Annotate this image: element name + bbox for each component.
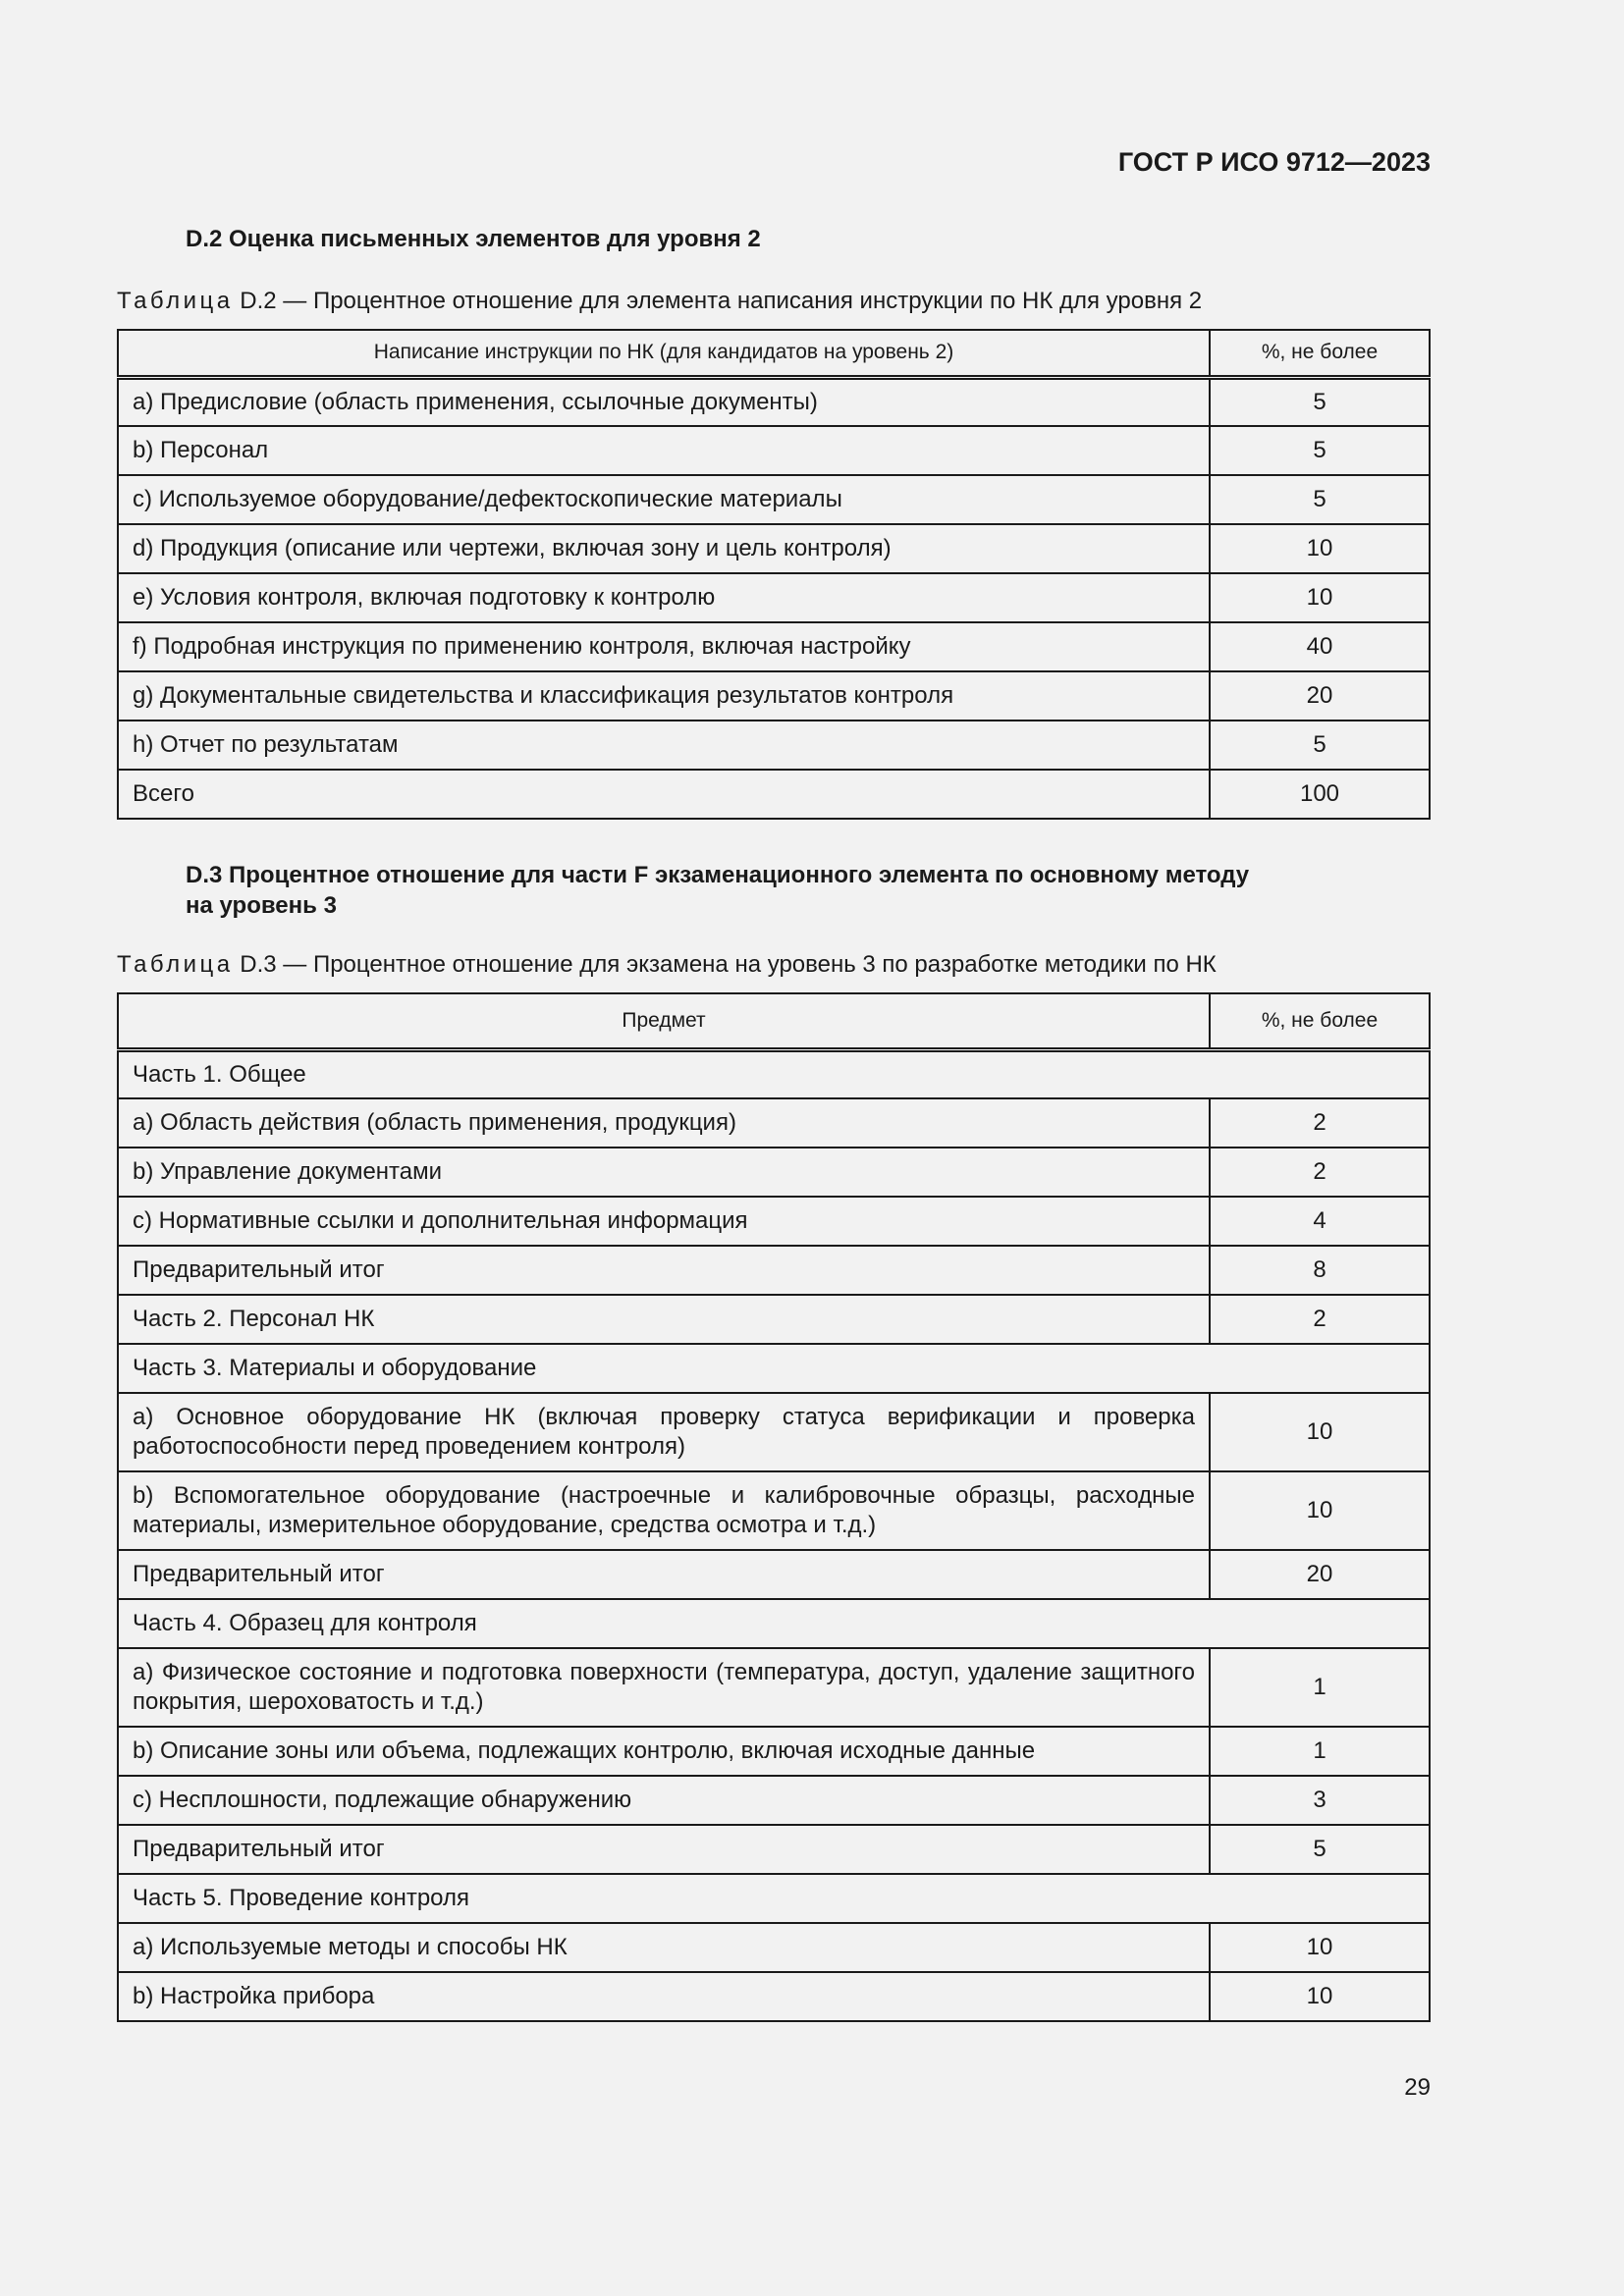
table-d3-caption	[117, 950, 1217, 980]
section-d3-title-line1: D.3 Процентное отношение для части F экзаменационного элемента по основному методу	[186, 862, 1250, 888]
row-percent: 10	[1210, 1471, 1430, 1550]
table-row	[118, 770, 1430, 819]
table-d2-prefix: Таблица	[117, 288, 234, 314]
table-row	[118, 671, 1430, 721]
row-subject: c) Несплошности, подлежащие обнаружению	[118, 1776, 1210, 1825]
row-subject: Часть 5. Проведение контроля	[118, 1874, 1430, 1923]
row-percent: 3	[1210, 1776, 1430, 1825]
table-d2-body	[118, 377, 1430, 819]
row-percent: 40	[1210, 622, 1430, 671]
table-d3	[117, 992, 1431, 2022]
table-row	[118, 1471, 1430, 1550]
table-row	[118, 1972, 1430, 2021]
row-percent: 2	[1210, 1295, 1430, 1344]
row-percent: 10	[1210, 1972, 1430, 2021]
table-d2-header-subject: Написание инструкции по НК (для кандидатов на уровень 2)	[118, 330, 1210, 377]
table-row	[118, 622, 1430, 671]
row-subject: c) Нормативные ссылки и дополнительная информация	[118, 1197, 1210, 1246]
table-row	[118, 1393, 1430, 1471]
row-subject: Часть 3. Материалы и оборудование	[118, 1344, 1430, 1393]
row-subject: Предварительный итог	[118, 1550, 1210, 1599]
row-subject: a) Физическое состояние и подготовка поверхности (температура, доступ, удаление защитного покрытия, шероховатость и т.д.)	[118, 1648, 1210, 1727]
row-subject: Всего	[118, 770, 1210, 819]
row-subject: c) Используемое оборудование/дефектоскопические материалы	[118, 475, 1210, 524]
table-d2-header-percent: %, не более	[1210, 330, 1430, 377]
row-percent: 20	[1210, 671, 1430, 721]
table-row	[118, 377, 1430, 426]
table-d3-caption-text: D.3 — Процентное отношение для экзамена на уровень 3 по разработке методики по НК	[233, 951, 1217, 978]
table-row	[118, 1098, 1430, 1148]
table-row	[118, 426, 1430, 475]
row-percent: 8	[1210, 1246, 1430, 1295]
row-subject: b) Управление документами	[118, 1148, 1210, 1197]
row-percent: 1	[1210, 1727, 1430, 1776]
row-subject: h) Отчет по результатам	[118, 721, 1210, 770]
table-row	[118, 1197, 1430, 1246]
row-percent: 20	[1210, 1550, 1430, 1599]
row-percent: 4	[1210, 1197, 1430, 1246]
row-percent: 5	[1210, 475, 1430, 524]
table-row	[118, 1295, 1430, 1344]
standard-code: ГОСТ Р ИСО 9712—2023	[1117, 147, 1431, 177]
table-d2-caption-text: D.2 — Процентное отношение для элемента написания инструкции по НК для уровня 2	[233, 288, 1203, 314]
page-number: 29	[1404, 2074, 1431, 2101]
row-percent: 2	[1210, 1148, 1430, 1197]
row-percent: 100	[1210, 770, 1430, 819]
row-subject: Предварительный итог	[118, 1246, 1210, 1295]
row-subject: Часть 4. Образец для контроля	[118, 1599, 1430, 1648]
section-d3-title	[186, 860, 1364, 921]
table-row	[118, 475, 1430, 524]
row-percent: 5	[1210, 426, 1430, 475]
table-d2	[117, 329, 1431, 820]
table-row	[118, 573, 1430, 622]
row-subject: a) Область действия (область применения, продукция)	[118, 1098, 1210, 1148]
row-subject: d) Продукция (описание или чертежи, включая зону и цель контроля)	[118, 524, 1210, 573]
row-percent: 10	[1210, 573, 1430, 622]
row-percent: 5	[1210, 377, 1430, 426]
table-d3-header-subject: Предмет	[118, 993, 1210, 1049]
table-d3-header-row	[118, 993, 1430, 1049]
row-subject: Часть 2. Персонал НК	[118, 1295, 1210, 1344]
row-subject: Часть 1. Общее	[118, 1049, 1430, 1098]
row-percent: 2	[1210, 1098, 1430, 1148]
row-subject: b) Описание зоны или объема, подлежащих контролю, включая исходные данные	[118, 1727, 1210, 1776]
row-percent: 5	[1210, 1825, 1430, 1874]
row-subject: a) Основное оборудование НК (включая проверку статуса верификации и проверка работоспособности перед проведением контроля)	[118, 1393, 1210, 1471]
table-row	[118, 524, 1430, 573]
row-subject: b) Персонал	[118, 426, 1210, 475]
row-subject: a) Используемые методы и способы НК	[118, 1923, 1210, 1972]
row-subject: e) Условия контроля, включая подготовку к контролю	[118, 573, 1210, 622]
table-section-row	[118, 1874, 1430, 1923]
table-section-row	[118, 1599, 1430, 1648]
table-d3-header-percent: %, не более	[1210, 993, 1430, 1049]
table-d3-prefix: Таблица	[117, 951, 234, 978]
row-subject: Предварительный итог	[118, 1825, 1210, 1874]
table-row	[118, 1776, 1430, 1825]
row-percent: 5	[1210, 721, 1430, 770]
row-subject: g) Документальные свидетельства и классификация результатов контроля	[118, 671, 1210, 721]
table-d2-header-row	[118, 330, 1430, 377]
table-row	[118, 1550, 1430, 1599]
row-subject: b) Вспомогательное оборудование (настроечные и калибровочные образцы, расходные материалы, измерительное оборудование, средства осмотра и т.д.)	[118, 1471, 1210, 1550]
table-row	[118, 721, 1430, 770]
table-row	[118, 1148, 1430, 1197]
section-d3-title-line2: на уровень 3	[186, 892, 337, 919]
table-section-row	[118, 1049, 1430, 1098]
row-percent: 10	[1210, 1923, 1430, 1972]
row-percent: 1	[1210, 1648, 1430, 1727]
table-section-row	[118, 1344, 1430, 1393]
row-subject: a) Предисловие (область применения, ссылочные документы)	[118, 377, 1210, 426]
table-d2-caption	[117, 287, 1202, 316]
row-subject: f) Подробная инструкция по применению контроля, включая настройку	[118, 622, 1210, 671]
table-row	[118, 1923, 1430, 1972]
row-percent: 10	[1210, 1393, 1430, 1471]
table-row	[118, 1648, 1430, 1727]
table-row	[118, 1727, 1430, 1776]
table-row	[118, 1246, 1430, 1295]
row-percent: 10	[1210, 524, 1430, 573]
section-d2-title: D.2 Оценка письменных элементов для уровня 2	[186, 226, 761, 252]
table-row	[118, 1825, 1430, 1874]
table-d3-body	[118, 1049, 1430, 2021]
row-subject: b) Настройка прибора	[118, 1972, 1210, 2021]
